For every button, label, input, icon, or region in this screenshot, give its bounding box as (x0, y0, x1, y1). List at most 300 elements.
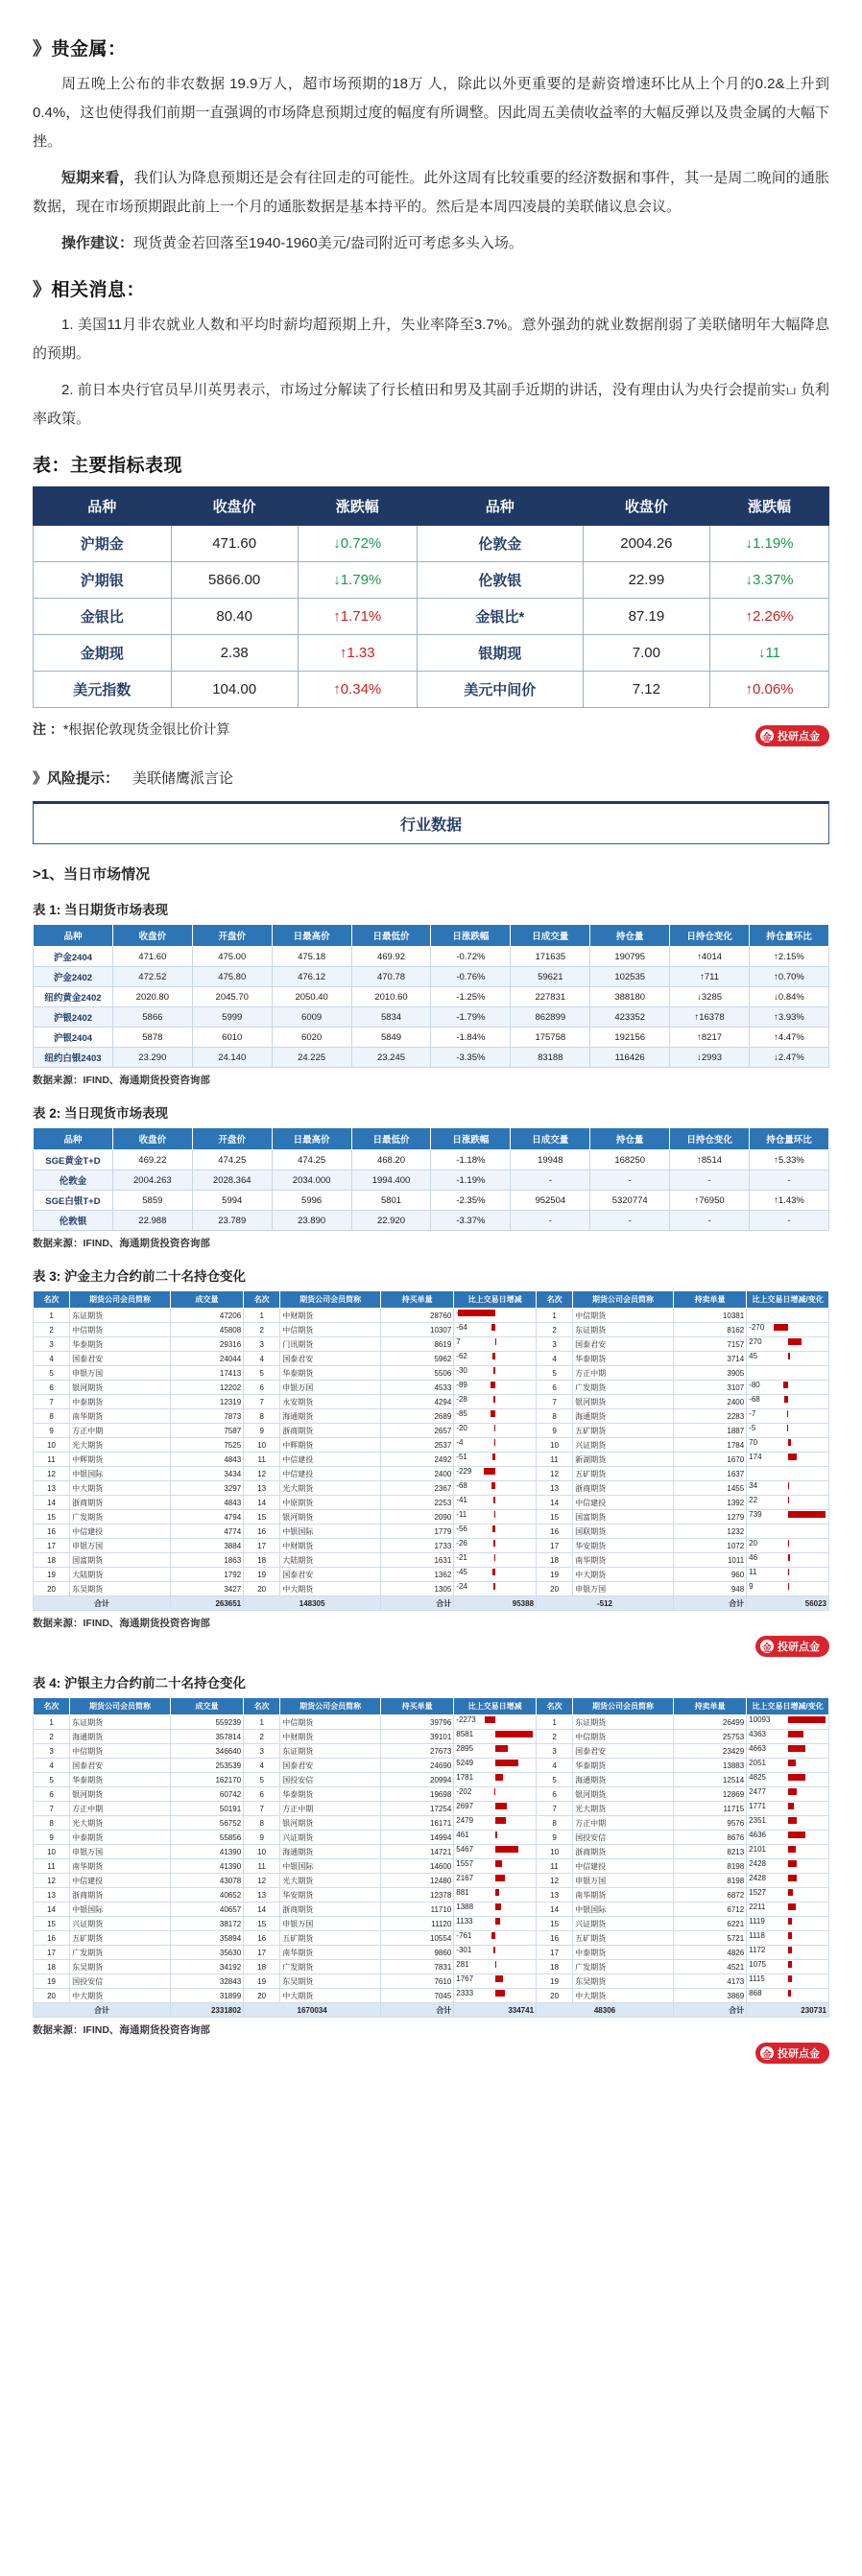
main-cell-price-2: 7.00 (583, 635, 709, 672)
broker-cell: 银河期货 (573, 1787, 674, 1802)
rank-cell: 16 (244, 1931, 280, 1946)
short-change-bar: 9 (747, 1582, 829, 1596)
table-row (34, 987, 829, 1007)
main-cell-change-2: ↓3.37% (710, 562, 829, 599)
total-label-3: 合计 (673, 1596, 746, 1611)
data-cell: 227831 (511, 987, 590, 1007)
broker-cell: 中辉期货 (280, 1438, 381, 1453)
main-cell-name-2: 伦敦金 (417, 526, 583, 562)
total-label-3: 合计 (673, 2003, 746, 2018)
short-position-cell: 1011 (673, 1553, 746, 1568)
data-cell: 沪银2404 (34, 1028, 113, 1048)
short-change-bar: 4825 (747, 1773, 829, 1787)
total-label-2: 合计 (381, 2003, 454, 2018)
broker-cell: 国泰君安 (70, 1759, 171, 1773)
long-change-bar: 5249 (454, 1759, 537, 1773)
data-th: 日持仓变化 (670, 1128, 750, 1150)
broker-cell: 中财期货 (280, 1539, 381, 1553)
short-position-cell: 8676 (673, 1831, 746, 1845)
holdings-header-row (34, 1291, 829, 1309)
data-cell: ↑4.47% (750, 1028, 829, 1048)
long-position-cell: 16171 (381, 1816, 454, 1831)
rank-cell: 9 (244, 1424, 280, 1438)
rank-cell: 20 (34, 1582, 70, 1596)
short-change-bar (747, 1366, 829, 1381)
data-cell: 476.12 (272, 967, 351, 987)
long-position-cell: 39796 (381, 1715, 454, 1730)
broker-cell: 永安期货 (280, 1395, 381, 1409)
short-change-bar: 2211 (747, 1902, 829, 1917)
data-cell: 59621 (511, 967, 590, 987)
data-cell: 2045.70 (192, 987, 272, 1007)
long-change-bar: -24 (454, 1582, 537, 1596)
data-cell: 471.60 (112, 947, 192, 967)
broker-cell: 中信期货 (70, 1744, 171, 1759)
main-cell-change-2: ↑2.26% (710, 599, 829, 635)
data-cell: -1.18% (431, 1150, 511, 1170)
broker-cell: 浙商期货 (280, 1424, 381, 1438)
broker-cell: 中大期货 (573, 1989, 674, 2003)
broker-cell: 兴证期货 (573, 1917, 674, 1931)
data-cell: 22.920 (351, 1211, 431, 1231)
rank-cell: 3 (34, 1744, 70, 1759)
rank-cell: 20 (244, 1989, 280, 2003)
rank-cell: 7 (34, 1395, 70, 1409)
table1-caption: 表 1: 当日期货市场表现 (33, 903, 169, 917)
rank-cell: 6 (34, 1787, 70, 1802)
broker-cell: 东吴期货 (70, 1960, 171, 1974)
short-position-cell: 1784 (673, 1438, 746, 1453)
paragraph-short-term (33, 164, 829, 222)
rank-cell: 10 (537, 1845, 573, 1859)
long-change-bar: -229 (454, 1467, 537, 1481)
rank-cell: 3 (244, 1744, 280, 1759)
data-cell: ↑0.70% (750, 967, 829, 987)
rank-cell: 2 (537, 1323, 573, 1337)
long-position-cell: 10554 (381, 1931, 454, 1946)
broker-cell: 华泰期货 (70, 1773, 171, 1787)
long-change-bar: -28 (454, 1395, 537, 1409)
rank-cell: 6 (537, 1787, 573, 1802)
data-cell: 2034.000 (272, 1170, 351, 1191)
data-cell: 192156 (590, 1028, 670, 1048)
data-cell: 470.78 (351, 967, 431, 987)
main-cell-price-2: 22.99 (583, 562, 709, 599)
rank-cell: 18 (34, 1553, 70, 1568)
long-position-cell: 2537 (381, 1438, 454, 1453)
short-position-cell: 2283 (673, 1409, 746, 1424)
broker-cell: 光大期货 (280, 1481, 381, 1496)
short-change-bar: 2428 (747, 1859, 829, 1874)
broker-cell: 方正中期 (280, 1802, 381, 1816)
long-change-bar: -51 (454, 1453, 537, 1467)
volume-cell: 7873 (170, 1409, 243, 1424)
broker-cell: 五矿期货 (70, 1931, 171, 1946)
data-th: 日最高价 (272, 925, 351, 947)
long-position-cell: 8619 (381, 1337, 454, 1352)
long-position-cell: 12480 (381, 1874, 454, 1888)
rank-cell: 9 (34, 1831, 70, 1845)
total-short: 230731 (747, 2003, 829, 2018)
holdings-th: 期货公司会员简称 (573, 1698, 674, 1715)
data-cell: 6010 (192, 1028, 272, 1048)
long-position-cell: 28760 (381, 1309, 454, 1323)
broker-cell: 南华期货 (573, 1888, 674, 1902)
broker-cell: 国投安信 (280, 1773, 381, 1787)
broker-cell: 中银国际 (280, 1524, 381, 1539)
rank-cell: 9 (244, 1831, 280, 1845)
data-cell: 423352 (590, 1007, 670, 1028)
data-cell: -0.76% (431, 967, 511, 987)
main-th-5: 涨跌幅 (710, 487, 829, 526)
short-position-cell: 10381 (673, 1309, 746, 1323)
holdings-th: 成交量 (170, 1291, 243, 1309)
short-position-cell: 1455 (673, 1481, 746, 1496)
volume-cell: 162170 (170, 1773, 243, 1787)
market-situation-heading: >1、当日市场情况 (33, 866, 151, 883)
short-change-bar: -7 (747, 1409, 829, 1424)
broker-cell: 中信建投 (573, 1859, 674, 1874)
long-change-bar: 1388 (454, 1902, 537, 1917)
broker-cell: 东证期货 (280, 1744, 381, 1759)
broker-cell: 东证期货 (573, 1323, 674, 1337)
main-cell-price: 2.38 (171, 635, 298, 672)
broker-cell: 五矿期货 (280, 1931, 381, 1946)
rank-cell: 5 (34, 1773, 70, 1787)
broker-cell: 中银国际 (280, 1859, 381, 1874)
rank-cell: 7 (244, 1395, 280, 1409)
broker-cell: 新湖期货 (573, 1453, 674, 1467)
holdings-th: 名次 (34, 1291, 70, 1309)
table3-source: 数据来源：IFIND、海通期货投资咨询部 (33, 1618, 210, 1629)
table-row (34, 1802, 829, 1816)
short-position-cell: 1072 (673, 1539, 746, 1553)
data-cell: 24.140 (192, 1048, 272, 1068)
table-row (34, 1715, 829, 1730)
data-cell: 5878 (112, 1028, 192, 1048)
rank-cell: 12 (537, 1467, 573, 1481)
volume-cell: 47206 (170, 1309, 243, 1323)
data-cell: - (750, 1170, 829, 1191)
table-row (34, 1438, 829, 1453)
broker-cell: 华泰期货 (280, 1787, 381, 1802)
data-cell: 纽约白银2403 (34, 1048, 113, 1068)
data-cell: 168250 (590, 1150, 670, 1170)
short-position-cell: 13883 (673, 1759, 746, 1773)
data-cell: 2010.60 (351, 987, 431, 1007)
rank-cell: 14 (34, 1902, 70, 1917)
data-cell: 24.225 (272, 1048, 351, 1068)
short-term-lead: 短期来看， (61, 170, 134, 186)
broker-cell: 中信期货 (70, 1323, 171, 1337)
brand-logo-2 (755, 1636, 829, 1657)
rank-cell: 2 (244, 1730, 280, 1744)
data-cell: - (590, 1170, 670, 1191)
long-position-cell: 14600 (381, 1859, 454, 1874)
rank-cell: 12 (244, 1467, 280, 1481)
short-position-cell: 23429 (673, 1744, 746, 1759)
data-cell: 190795 (590, 947, 670, 967)
broker-cell: 方正中期 (70, 1424, 171, 1438)
volume-cell: 559239 (170, 1715, 243, 1730)
long-change-bar: 2479 (454, 1816, 537, 1831)
rank-cell: 10 (537, 1438, 573, 1453)
broker-cell: 海通期货 (280, 1845, 381, 1859)
table-row (34, 1917, 829, 1931)
main-table-row (34, 672, 829, 708)
broker-cell: 中信建投 (573, 1496, 674, 1510)
long-position-cell: 14721 (381, 1845, 454, 1859)
main-th-3: 品种 (417, 487, 583, 526)
data-table-header-row (34, 1128, 829, 1150)
long-change-bar: 2333 (454, 1989, 537, 2003)
volume-cell: 32843 (170, 1974, 243, 1989)
volume-cell: 35630 (170, 1946, 243, 1960)
short-change-bar: 10093 (747, 1715, 829, 1730)
broker-cell: 申银万国 (280, 1917, 381, 1931)
short-change-bar: 1075 (747, 1960, 829, 1974)
table-row (34, 1888, 829, 1902)
holdings-th: 名次 (244, 1698, 280, 1715)
long-change-bar: -11 (454, 1510, 537, 1524)
long-change-bar: 1767 (454, 1974, 537, 1989)
data-cell: ↑711 (670, 967, 750, 987)
long-change-bar: -21 (454, 1553, 537, 1568)
volume-cell: 7525 (170, 1438, 243, 1453)
table4-caption: 表 4: 沪银主力合约前二十名持仓变化 (33, 1676, 247, 1690)
broker-cell: 中财期货 (280, 1730, 381, 1744)
volume-cell: 357814 (170, 1730, 243, 1744)
rank-cell: 17 (34, 1539, 70, 1553)
rank-cell: 17 (537, 1539, 573, 1553)
table-row (34, 1007, 829, 1028)
rank-cell: 2 (537, 1730, 573, 1744)
table-row (34, 1568, 829, 1582)
data-cell: 474.25 (272, 1150, 351, 1170)
short-position-cell: 9576 (673, 1816, 746, 1831)
broker-cell: 中银国际 (70, 1902, 171, 1917)
data-th: 日成交量 (511, 1128, 590, 1150)
main-indicator-table (33, 486, 829, 708)
main-cell-price-2: 87.19 (583, 599, 709, 635)
data-cell: ↓0.84% (750, 987, 829, 1007)
table-row (34, 1759, 829, 1773)
main-cell-price-2: 7.12 (583, 672, 709, 708)
long-change-bar: -2273 (454, 1715, 537, 1730)
rank-cell: 7 (244, 1802, 280, 1816)
long-position-cell: 2492 (381, 1453, 454, 1467)
volume-cell: 55856 (170, 1831, 243, 1845)
data-cell: 6009 (272, 1007, 351, 1028)
long-change-bar: 281 (454, 1960, 537, 1974)
rank-cell: 13 (34, 1888, 70, 1902)
main-cell-change: ↑0.34% (298, 672, 417, 708)
short-change-bar: 11 (747, 1568, 829, 1582)
data-cell: 388180 (590, 987, 670, 1007)
data-cell: 5999 (192, 1007, 272, 1028)
data-cell: 862899 (511, 1007, 590, 1028)
rank-cell: 11 (244, 1453, 280, 1467)
rank-cell: 8 (34, 1409, 70, 1424)
data-cell: -1.19% (431, 1170, 511, 1191)
long-position-cell: 1733 (381, 1539, 454, 1553)
table-row (34, 1960, 829, 1974)
broker-cell: 华安期货 (573, 1539, 674, 1553)
short-change-bar: 2101 (747, 1845, 829, 1859)
table-row (34, 947, 829, 967)
data-cell: -1.79% (431, 1007, 511, 1028)
long-change-bar: -301 (454, 1946, 537, 1960)
main-cell-change-2: ↓11 (710, 635, 829, 672)
short-term-body: 我们认为降息预期还是会有往回走的可能性。此外这周有比较重要的经济数据和事件，其一是周二晚间的通胀数据，现在市场预期跟此前上一个月的通胀数据是基本持平的。然后是本周四凌晨的美联储议息会议。 (33, 170, 829, 215)
brand-logo-3 (755, 2043, 829, 2064)
total-change: 48306 (537, 2003, 674, 2018)
broker-cell: 银河期货 (280, 1816, 381, 1831)
rank-cell: 10 (34, 1438, 70, 1453)
data-cell: ↑5.33% (750, 1150, 829, 1170)
volume-cell: 12319 (170, 1395, 243, 1409)
broker-cell: 中信建投 (280, 1453, 381, 1467)
data-cell: ↓2.47% (750, 1048, 829, 1068)
broker-cell: 中银国际 (573, 1902, 674, 1917)
holdings-th: 期货公司会员简称 (573, 1291, 674, 1309)
rank-cell: 20 (537, 1989, 573, 2003)
rank-cell: 11 (34, 1453, 70, 1467)
data-cell: ↑8514 (670, 1150, 750, 1170)
broker-cell: 海通期货 (70, 1730, 171, 1744)
broker-cell: 中泰期货 (70, 1831, 171, 1845)
long-change-bar: 7 (454, 1337, 537, 1352)
broker-cell: 方正中期 (573, 1366, 674, 1381)
volume-cell: 31899 (170, 1989, 243, 2003)
short-position-cell: 6221 (673, 1917, 746, 1931)
broker-cell: 南华期货 (280, 1946, 381, 1960)
total-label: 合计 (34, 2003, 171, 2018)
data-cell: - (670, 1211, 750, 1231)
broker-cell: 国泰君安 (573, 1744, 674, 1759)
rank-cell: 11 (244, 1859, 280, 1874)
total-long: 334741 (454, 2003, 537, 2018)
short-change-bar: -5 (747, 1424, 829, 1438)
futures-market-table (33, 924, 829, 1068)
short-position-cell: 2400 (673, 1395, 746, 1409)
short-position-cell: 948 (673, 1582, 746, 1596)
short-change-bar: 34 (747, 1481, 829, 1496)
data-cell: - (590, 1211, 670, 1231)
long-position-cell: 2367 (381, 1481, 454, 1496)
table-row (34, 1395, 829, 1409)
broker-cell: 五矿期货 (573, 1424, 674, 1438)
table-row (34, 1553, 829, 1568)
broker-cell: 申银万国 (70, 1366, 171, 1381)
silver-holdings-table (33, 1697, 829, 2018)
volume-cell: 50191 (170, 1802, 243, 1816)
table-row (34, 1874, 829, 1888)
main-th-4: 收盘价 (583, 487, 709, 526)
volume-cell: 29316 (170, 1337, 243, 1352)
broker-cell: 兴证期货 (573, 1438, 674, 1453)
broker-cell: 东吴期货 (280, 1974, 381, 1989)
rank-cell: 15 (34, 1917, 70, 1931)
short-position-cell: 3869 (673, 1989, 746, 2003)
rank-cell: 15 (244, 1917, 280, 1931)
long-position-cell: 11120 (381, 1917, 454, 1931)
total-label-2: 合计 (381, 1596, 454, 1611)
short-position-cell: 1279 (673, 1510, 746, 1524)
volume-cell: 43078 (170, 1874, 243, 1888)
table3-caption: 表 3: 沪金主力合约前二十名持仓变化 (33, 1269, 247, 1284)
rank-cell: 8 (244, 1816, 280, 1831)
data-th: 日最低价 (351, 1128, 431, 1150)
short-change-bar: 2051 (747, 1759, 829, 1773)
volume-cell: 24044 (170, 1352, 243, 1366)
volume-cell: 41390 (170, 1845, 243, 1859)
rank-cell: 8 (537, 1409, 573, 1424)
table-row (34, 1150, 829, 1170)
broker-cell: 广发期货 (280, 1960, 381, 1974)
main-cell-change: ↓1.79% (298, 562, 417, 599)
data-cell: -3.35% (431, 1048, 511, 1068)
data-cell: 469.22 (112, 1150, 192, 1170)
long-change-bar (454, 1309, 537, 1323)
table-row (34, 1481, 829, 1496)
data-cell: 5859 (112, 1191, 192, 1211)
data-cell: - (511, 1211, 590, 1231)
broker-cell: 银河期货 (70, 1381, 171, 1395)
broker-cell: 申银万国 (573, 1874, 674, 1888)
broker-cell: 五矿期货 (573, 1467, 674, 1481)
footnote-text: *根据伦敦现货金银比价计算 (62, 721, 230, 737)
rank-cell: 12 (34, 1874, 70, 1888)
short-position-cell: 6712 (673, 1902, 746, 1917)
data-cell: ↑8217 (670, 1028, 750, 1048)
short-position-cell: 8162 (673, 1323, 746, 1337)
rank-cell: 19 (34, 1974, 70, 1989)
risk-warning (33, 768, 829, 788)
volume-cell: 34192 (170, 1960, 243, 1974)
rank-cell: 14 (537, 1902, 573, 1917)
main-cell-name: 沪期银 (34, 562, 172, 599)
short-change-bar (747, 1467, 829, 1481)
table-row (34, 1524, 829, 1539)
data-cell: 伦敦银 (34, 1211, 113, 1231)
industry-data-banner: 行业数据 (33, 801, 829, 844)
broker-cell: 中银国际 (70, 1467, 171, 1481)
long-position-cell: 7045 (381, 1989, 454, 2003)
data-cell: 102535 (590, 967, 670, 987)
news-item-2: 2. 前日本央行官员早川英男表示，市场过分解读了行长植田和男及其副手近期的讲话，没有理由认为央行会提前实ப 负利率政策。 (33, 382, 829, 427)
table-row (34, 1309, 829, 1323)
main-cell-name-2: 金银比* (417, 599, 583, 635)
rank-cell: 1 (537, 1715, 573, 1730)
gold-holdings-table (33, 1290, 829, 1611)
data-th: 品种 (34, 1128, 113, 1150)
rank-cell: 20 (34, 1989, 70, 2003)
broker-cell: 光大期货 (573, 1802, 674, 1816)
rank-cell: 10 (34, 1845, 70, 1859)
main-cell-price: 471.60 (171, 526, 298, 562)
table2-source: 数据来源：IFIND、海通期货投资咨询部 (33, 1238, 210, 1249)
broker-cell: 广发期货 (573, 1960, 674, 1974)
volume-cell: 17413 (170, 1366, 243, 1381)
data-cell: 83188 (511, 1048, 590, 1068)
paragraph-nonfarm: 周五晚上公布的非农数据 19.9万人，超市场预期的18万 人，除此以外更重要的是薪资增速环比从上个月的0.2&上升到0.4%，这也使得我们前期一直强调的市场降息预期过度的幅度有所调整。因此周五美债收益率的大幅反弹以及贵金属的大幅下挫。 (33, 76, 829, 150)
volume-cell: 1792 (170, 1568, 243, 1582)
data-cell: 171635 (511, 947, 590, 967)
broker-cell: 中财期货 (280, 1309, 381, 1323)
volume-cell: 38172 (170, 1917, 243, 1931)
rank-cell: 16 (34, 1931, 70, 1946)
